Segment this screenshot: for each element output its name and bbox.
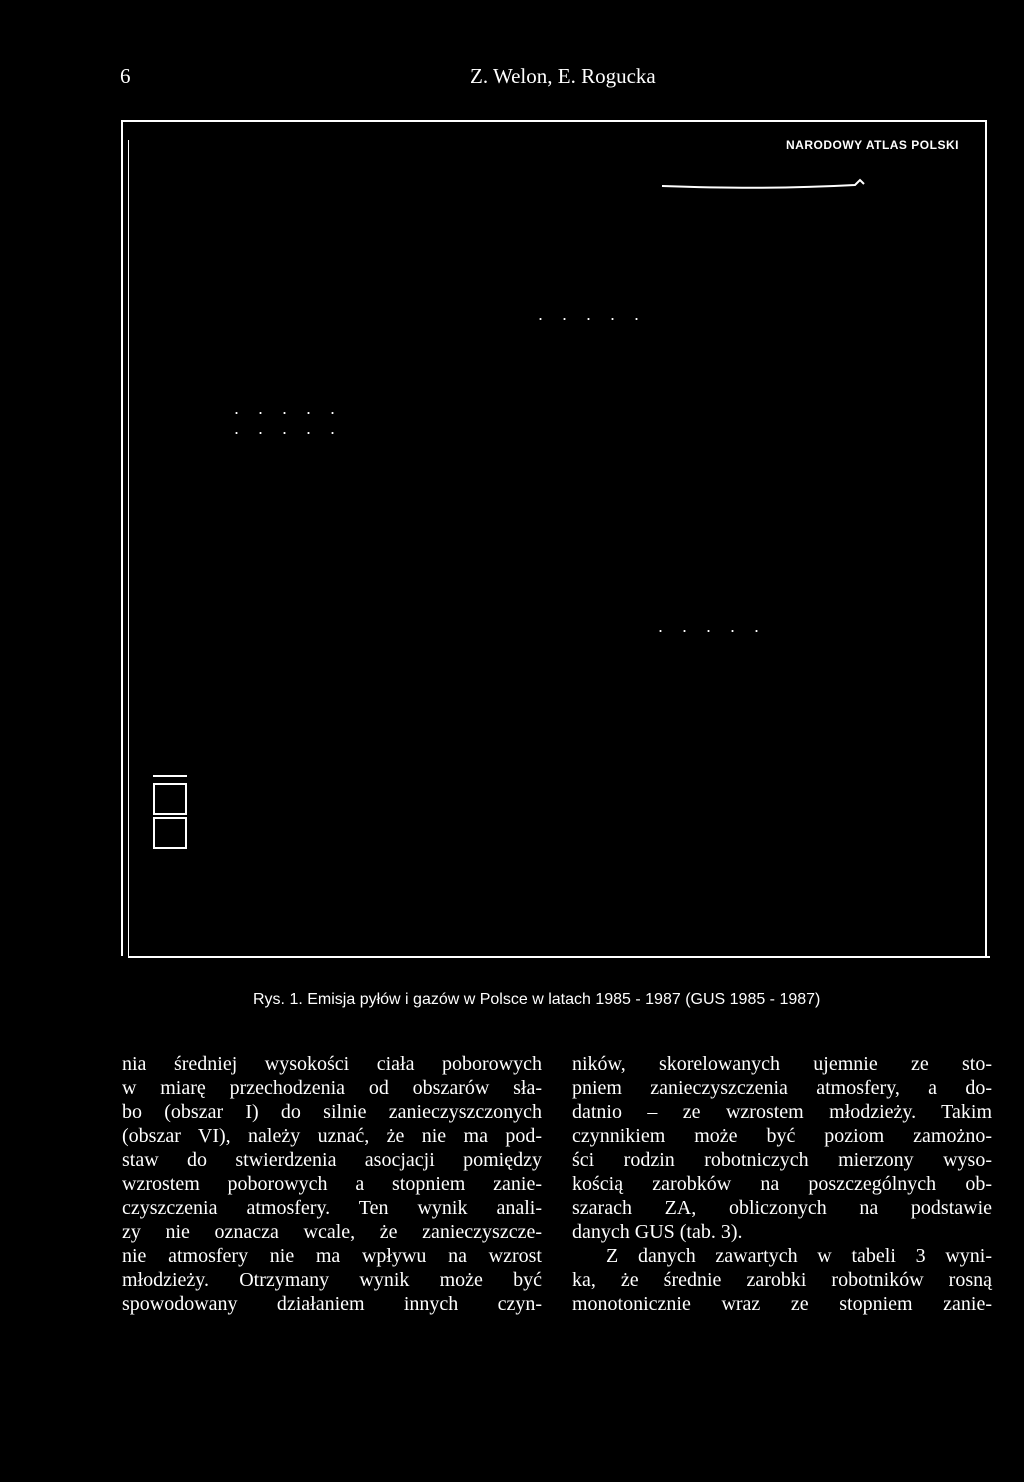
text-line: młodzieży. Otrzymany wynik może być: [122, 1269, 542, 1291]
figure-caption: Rys. 1. Emisja pyłów i gazów w Polsce w latach 1985 - 1987 (GUS 1985 - 1987): [253, 991, 821, 1008]
running-head: Z. Welon, E. Rogucka: [470, 64, 656, 88]
legend-box-upper: [153, 783, 187, 815]
text-line: zy nie oznacza wcale, że zanieczyszcze-: [122, 1221, 542, 1243]
text-line: danych GUS (tab. 3).: [572, 1221, 743, 1243]
text-line: kością zarobków na poszczególnych ob-: [572, 1173, 992, 1195]
dot-row-top: . . . . .: [538, 304, 647, 324]
text-line: szarach ZA, obliczonych na podstawie: [572, 1197, 992, 1219]
text-line: wzrostem poborowych a stopniem zanie-: [122, 1173, 542, 1195]
text-line: czynnikiem może być poziom zamożno-: [572, 1125, 992, 1147]
dot-row-left-lower: . . . . .: [234, 418, 343, 438]
page-number: 6: [120, 64, 131, 88]
atlas-underline-flourish: [660, 172, 870, 196]
text-line: staw do stwierdzenia asocjacji pomiędzy: [122, 1149, 542, 1171]
text-line: ści rodzin robotniczych mierzony wyso-: [572, 1149, 992, 1171]
dot-row-right: . . . . .: [658, 616, 767, 636]
legend-box-lower: [153, 817, 187, 849]
text-line: datnio – ze wzrostem młodzieży. Takim: [572, 1101, 992, 1123]
text-line: monotonicznie wraz ze stopniem zanie-: [572, 1293, 992, 1315]
text-line: czyszczenia atmosfery. Ten wynik anali-: [122, 1197, 542, 1219]
legend-top-rule: [153, 775, 187, 777]
atlas-label: NARODOWY ATLAS POLSKI: [786, 138, 959, 152]
dot-row-left-upper: . . . . .: [234, 398, 343, 418]
text-line: Z danych zawartych w tabeli 3 wyni-: [606, 1245, 992, 1267]
text-line: (obszar VI), należy uznać, że nie ma pod-: [122, 1125, 542, 1147]
text-line: w miarę przechodzenia od obszarów sła-: [122, 1077, 542, 1099]
text-line: ka, że średnie zarobki robotników rosną: [572, 1269, 992, 1291]
text-line: nia średniej wysokości ciała poborowych: [122, 1053, 542, 1075]
figure-frame: [121, 120, 987, 956]
text-line: pniem zanieczyszczenia atmosfery, a do-: [572, 1077, 992, 1099]
body-right-column: [572, 1052, 992, 1316]
figure-inner-left-rule: [128, 140, 129, 956]
text-line: bo (obszar I) do silnie zanieczyszczonych: [122, 1101, 542, 1123]
body-left-column: [122, 1052, 542, 1316]
text-line: spowodowany działaniem innych czyn-: [122, 1293, 542, 1315]
figure-bottom-rule: [128, 956, 990, 958]
text-line: ników, skorelowanych ujemnie ze sto-: [572, 1053, 992, 1075]
text-line: nie atmosfery nie ma wpływu na wzrost: [122, 1245, 542, 1267]
